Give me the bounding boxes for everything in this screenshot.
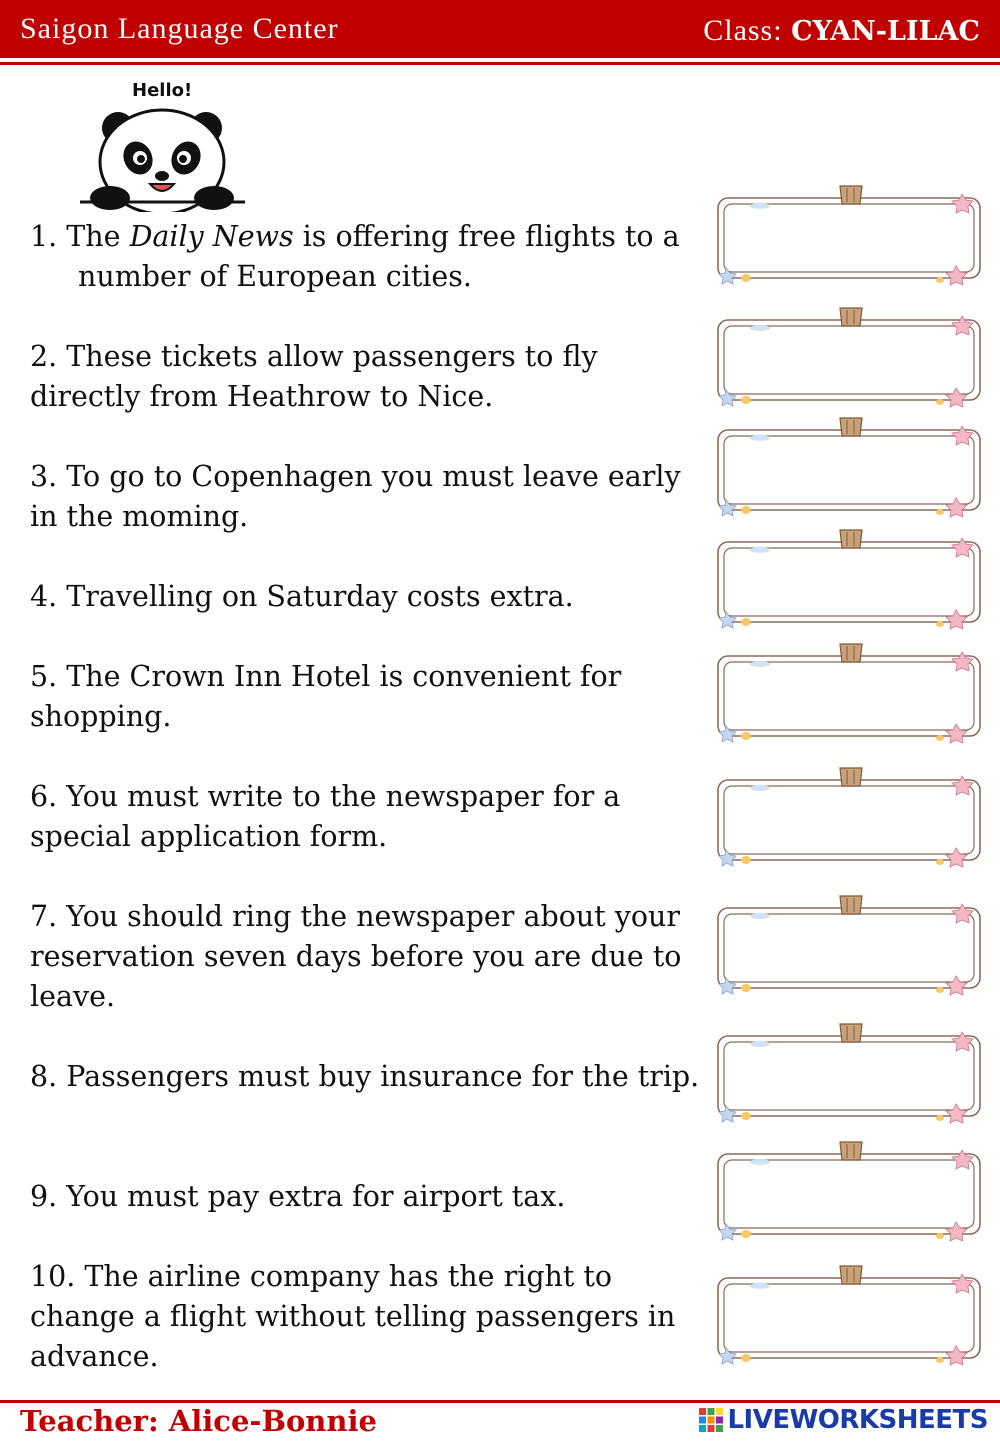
header-bar — [0, 0, 1000, 58]
question-6: 6. You must write to the newspaper for a special application form. — [30, 780, 621, 853]
answer-box-8[interactable] — [712, 1022, 987, 1124]
greeting-text: Hello! — [132, 80, 193, 101]
class-name: CYAN-LILAC — [791, 16, 980, 47]
answer-box-9[interactable] — [712, 1140, 987, 1242]
center-name: Saigon Language Center — [20, 12, 339, 45]
newspaper-title: Daily News — [129, 220, 294, 253]
question-7: 7. You should ring the newspaper about your reservation seven days before you are due to leave. — [30, 900, 682, 1013]
panda-mascot — [80, 72, 250, 212]
question-9: 9. You must pay extra for airport tax. — [30, 1180, 566, 1213]
question-text: is offering free flights to a number of European cities. — [78, 220, 680, 293]
question-2: 2. These tickets allow passengers to fly directly from Heathrow to Nice. — [30, 340, 598, 413]
question-10: 10. The airline company has the right to change a flight without telling passengers in advance. — [30, 1260, 676, 1373]
question-1 — [30, 217, 748, 297]
teacher-name: Teacher: Alice-Bonnie — [20, 1404, 377, 1438]
question-3: 3. To go to Copenhagen you must leave early in the moming. — [30, 460, 681, 533]
answer-box-6[interactable] — [712, 766, 987, 868]
grid-logo-icon — [698, 1407, 724, 1433]
answer-box-3[interactable] — [712, 416, 987, 518]
liveworksheets-logo — [698, 1405, 988, 1435]
brand-name: LIVEWORKSHEETS — [727, 1405, 988, 1435]
question-4: 4. Travelling on Saturday costs extra. — [30, 580, 574, 613]
footer-divider — [0, 1400, 1000, 1403]
question-8: 8. Passengers must buy insurance for the trip. — [30, 1060, 700, 1093]
class-label: Class: — [703, 14, 783, 47]
class-info — [703, 14, 980, 48]
answer-box-10[interactable] — [712, 1264, 987, 1366]
answer-box-4[interactable] — [712, 528, 987, 630]
answer-box-7[interactable] — [712, 894, 987, 996]
question-text: The — [57, 220, 130, 253]
header-divider — [0, 62, 1000, 65]
answer-box-5[interactable] — [712, 642, 987, 744]
answer-box-2[interactable] — [712, 306, 987, 408]
question-5: 5. The Crown Inn Hotel is convenient for shopping. — [30, 660, 622, 733]
question-number: 1. — [30, 220, 58, 253]
answer-box-1[interactable] — [712, 184, 987, 286]
